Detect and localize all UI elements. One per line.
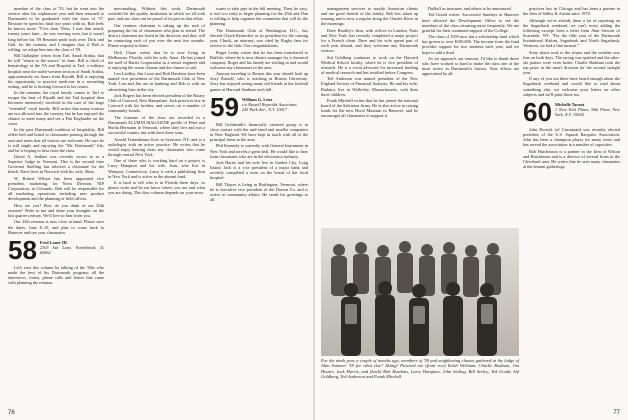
class-number: 59 <box>210 91 239 122</box>
column-5 <box>422 6 519 228</box>
paragraph: DuBoff as treasurer, and others to be announced. <box>428 6 512 11</box>
paragraph: practices law in Chicago and has been a partner in the firm of Sidley & Austin since 1970. <box>523 6 620 17</box>
paragraph: wants to take part in the fall meeting. Then, he says, it isn't too early to begin planning for the 25th and Dan is willing to help organize the committee that will do the planning. <box>210 6 308 27</box>
paragraph: Arnold Tennenbaum lives in Syracuse, NY, and is a radiologist with an active practice. He writes that he would enjoy hearing from any classmates who come through central New York. <box>108 136 205 157</box>
column-3 <box>210 6 308 410</box>
paragraph: Our 25th reunion is now close at hand. Please save the dates: June 8–10, and plan to come back to Hanover and see your classmates. <box>8 219 104 235</box>
paragraph: David A. Jenkins was recently sworn in as a Superior Judge in Vermont. This is the second time Governor Snelling has selected a classmate for the bench. Dave lives in Norwich with his wife, Mary. <box>8 154 104 175</box>
paragraph: The Dartmouth Club of Washington, D.C., has elected Chuck Reinecker as its president for the coming year. Chuck, an attorney, was cited by Rugby fans for service to the club. Our congratulations. <box>210 27 308 49</box>
group-photo <box>321 228 519 356</box>
class-secretary <box>40 238 104 262</box>
secretary-affiliation: c/o Russell Reynolds Associates <box>241 101 297 107</box>
paragraph: Let's start this column by talking of the '58er who made the best of his Dartmouth program: all the interviews, forms, phone calls and letters that came with planning the reunion. <box>8 264 104 286</box>
column-6 <box>523 6 620 410</box>
page-gutter <box>313 0 315 420</box>
paragraph: member of the class of '55, but he went into the service after his sophomore year and then returned to Dartmouth to be graduated with the class of '57. Because he spent his final two years with us, Bob feels he knows more "Y'ers than '55ers. I met him nearly twenty years later—he was moving west, but it wasn't long before his '59 Reunion pride took over. Dick and Gail, for the reunion, and I imagine that, if Bob is willing, we adopt him into the class of '59. <box>8 6 104 52</box>
paragraph: It is hard to tell who is in Florida these days, so please write and let me know where you are and what you are doing. The class column depends on your news. <box>108 180 205 196</box>
column-1 <box>8 6 104 410</box>
class-secretary <box>555 100 620 124</box>
paragraph: Phil Kennedy is currently with General Instrument in New York and travels a great deal. He would like to hear from classmates who are in the electronics industry. <box>210 143 308 159</box>
paragraph: If any of you out there have heard enough about the Sugarbush weekend and would like to read about something else, we welcome your letters on other subjects and we'll print those too. <box>523 76 620 97</box>
secretary-address: 2303 Ash Lane, Northbrook, IL 60062 <box>39 244 104 255</box>
class-number: 60 <box>523 96 552 127</box>
paragraph: In the summer, the royal family comes to Tarl to escape the heat of Riyadh and the Tarl hospital then becomes intensively involved in the care of the large "extended" royal family. Bill writes that many tourists are not allowed into the country, but he has enjoyed the chance to meet many and see a Pan Englander on the coast. <box>8 90 104 126</box>
column-4 <box>321 6 418 228</box>
paragraph: Dick Chase writes that he is now living in Melbourne, Florida, with his wife, Anne. He has joined the staff of Harris Corporation as a senior engineer and is enjoying the warm climate and the chance to sail. <box>108 49 205 70</box>
page-number-right: 77 <box>613 410 620 416</box>
secretary-address: 1 New York Plaza, 30th Floor, New York, N.Y. 10004 <box>554 106 620 117</box>
paragraph: Bill Thayer is living in Burlington, Vermont, where he is executive vice president of the Dotson Co. and is active in community affairs. He sends his greetings to all. <box>210 181 308 203</box>
paragraph: Len Laidley, Jim Lowe and Bob Hawkins have been named vice presidents of the Dartmouth Club of New York. Len and Jim are in banking and Bob is with an advertising firm in the city. <box>108 71 205 92</box>
paragraph: The class of 1959 now has a scholarship fund which has grown to over $100,000. The income from the fund provides support for two students each year, and we hope to add a third. <box>422 34 519 55</box>
paragraph: Sixty skiers took to the slopes and the weather was fine on both days. The racing was spirited and the after-ski parties were even better. Charlie Rudman took the top prize in the men's division for the second straight year. <box>523 49 620 75</box>
paragraph: Bill Gallagher writes from Tarl, Saudi Arabia, that he will "return to the source" in June. Bill is chief of hematology at the VA and Hospital at Tarl, a military hospital near the north-western section of Saudi Arabia, approximately six hours from Riyadh. Bill is enjoying his opportunity to practice medicine in a rewarding setting, and he is looking forward to his return. <box>8 53 104 89</box>
paragraph: Bob Hutchinson is a partner in the firm of Wilson and Hutchinson and is a director of several firms in the Cleveland area. He writes that he sees many classmates at the alumni gatherings. <box>523 148 620 169</box>
class-heading-58 <box>8 234 104 265</box>
paragraph: newsmaking. Without this work, Dartmouth wouldn't be the quality institution in which we all took part, and our class can be proud of its part in that effort. <box>108 6 205 22</box>
paragraph: Jack Harris and his wife live in Garden City, Long Island. Jack is a vice president of a major bank and recently completed a term on the board of the local hospital. <box>210 160 308 181</box>
paragraph: John Horrick (of Cincinnati) was recently elected president of the U.S. Squash Racquets Association. John has been a champion player for many years and has served the association in a number of capacities. <box>523 126 620 148</box>
paragraph: Our reunion chairman is taking up the task of preparing the list of classmates who plan to attend. The district chairmen are listed in the directory and they will be contacting each of you over the next few months. Please respond to them. <box>108 22 205 49</box>
class-heading-60 <box>523 96 620 127</box>
photo-caption: For the ninth year, a couple of months ago, members of '59 and neighboring classes gathered at the lodge of Alan Sommer '59 for what else? Skiing! Pictured are (front row) Keith Wellman, Charlie Rudman, Jim Heuser, Jack Harris, and (back) Bob Hawkins, Larry Hampton, John Sieling, Bill Seeley, Ted Gould, Sid Goldberg, Ted Anderson and Frank Mitchell. <box>321 358 519 379</box>
page-number-left: 76 <box>8 410 15 416</box>
paragraph: Anyone traveling to Boston this year should look up Jerry Russell, who is teaching at Boston University. Jerry has enjoyed seeing many old friends at the football games at Harvard Stadium each fall. <box>210 71 308 92</box>
group-photo-image <box>321 228 519 356</box>
paragraph: Although we've already done a lot of reporting on the Sugarbush weekend, we can't resist adding the following excerpt from a letter from Alan Stewart of Scarsdale, NY: "For the fifth year of the Dartmouth Invitational Slalom, Sugarbush and North Sugarbush, Vermont, we had a fine turnout." <box>523 17 620 49</box>
class-heading-59 <box>210 91 308 122</box>
secretary-name: William G. Lenz <box>241 96 273 102</box>
class-secretary <box>242 95 297 119</box>
paragraph: Sid Goldberg continues to work on the Harvard Medical School faculty, where he is vice president of research. He is a vocal advocate for increased funding of medical research and has testified before Congress. <box>321 54 418 75</box>
paragraph: In the past Dartmouth tradition of hospitality, Bill offers bed and board to classmates passing through the area and notes that all visitors are welcome. He says he is still single and enjoying the "Mr. Dartmouth" life, and he is hoping to hear from the class. <box>8 127 104 153</box>
class-number: 58 <box>8 234 37 265</box>
paragraph: One of these who is working hard on a project is Larry Hampton and his wife, Jean, who live in Westport, Connecticut. Larry is with a publishing firm in New York and is active in the alumni fund. <box>108 158 205 179</box>
column-2 <box>108 6 205 410</box>
paragraph: management services to mostly American clients and are good friends of the family. Bob has taken up running and is now a regular along the Charles River in the mornings. <box>321 6 418 27</box>
paragraph: As we approach our reunion, I'd like to thank those who have worked so hard to make the class one of the most active in Dartmouth's history. Your efforts are appreciated by all. <box>422 56 519 77</box>
paragraph: Dave Bradley's firm, with offices in London, Paris and New York, has recently completed a major project for a French client. Dave and his wife spend part of each year abroad, and they welcome any Dartmouth visitors. <box>321 27 418 54</box>
secretary-address: 245 Park Ave., N.Y. 10017 <box>241 106 288 112</box>
paragraph: Roger Leahy writes that he has been transferred to Buffalo, where he is now district manager for a chemical company. Roger and his family are settling in and would welcome any classmates in the area. <box>210 49 308 70</box>
paragraph: How are you? How do you think of our 25th reunion? Write to me and share your thoughts on the last quarter century. We'd love to hear from you. <box>8 202 104 218</box>
paragraph: Jack Rogers has been elected president of the Rotary Club of Concord, New Hampshire. Jack practices law in Concord with his brother, and serves on a number of community boards. <box>108 93 205 114</box>
paragraph: Bill Goldsmith's financially oriented group is in close contact with the mid-sized and smaller companies in New England. We have kept in touch with all of the principal firms in the area. <box>210 121 308 142</box>
secretary-name: Michelle Tarant <box>554 101 585 107</box>
paragraph: Ted Gould writes: Successive Sundays in Hanover have allowed the Development Office to see the members of the class returning more frequently. We are grateful for their continued support of the College. <box>422 12 519 33</box>
paragraph: The fortunes of the class are recorded in a Dartmouth ALUMNI MAGAZINE profile of Peter and Sheila Hermann in Vermont, where they live and run a successful country inn with their three sons. <box>108 114 205 136</box>
paragraph: W. Robert Wilson has been appointed vice president, marketing, for Nova Division, NIP Corporation, in Colorado. Bob will be responsible for all marketing operations including new product development and the planning of field offices. <box>8 175 104 202</box>
secretary-name: Fred Louer III <box>39 239 67 245</box>
paragraph: Ted Anderson was named president of the New England Society of Financial Analysts. He and his wife, Barbara, live in Wellesley, Massachusetts, with their three children. <box>321 76 418 97</box>
paragraph: Frank Mitchell writes that he has joined the national board of the Salvation Army. He is also active in raising funds for the new Hood Museum in Hanover, and he encourages all classmates to support it. <box>321 98 418 119</box>
